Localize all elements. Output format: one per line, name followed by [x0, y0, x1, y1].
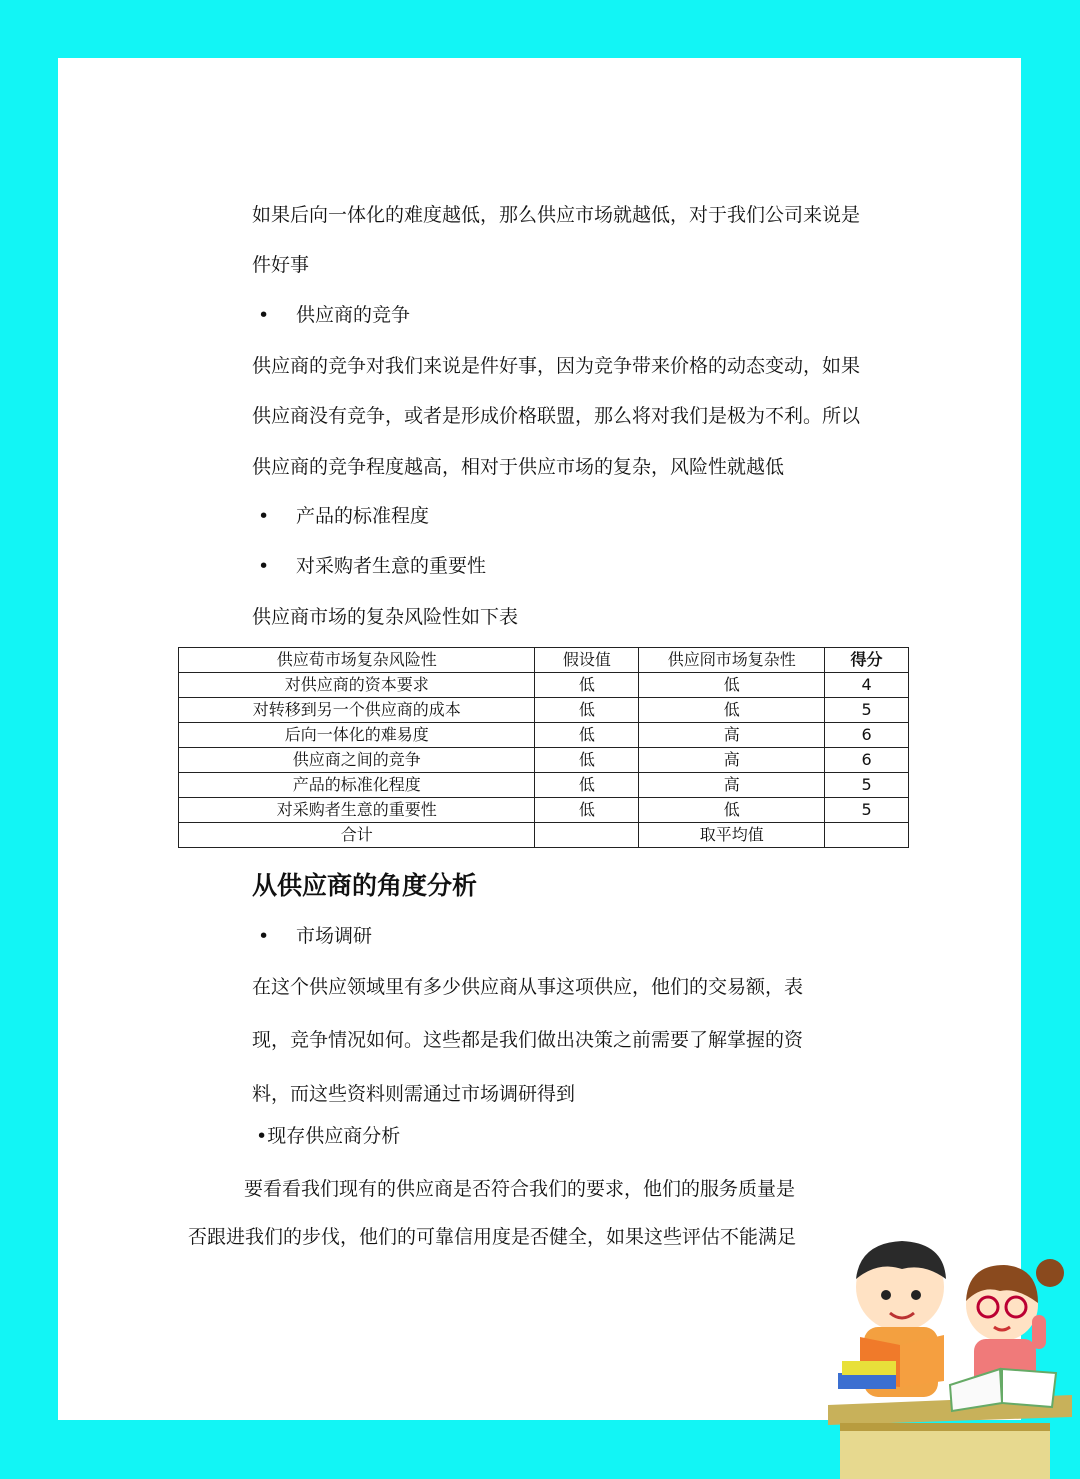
- table-cell: 低: [535, 773, 639, 798]
- table-cell: 低: [535, 798, 639, 823]
- table-row: [179, 723, 909, 748]
- bullet-text: 产品的标准程度: [296, 505, 430, 527]
- table-cell: 后向一体化的难易度: [179, 723, 535, 748]
- table-cell: 合计: [179, 823, 535, 848]
- table-row: [179, 748, 909, 773]
- table-total-row: [179, 823, 909, 848]
- table-row: [179, 698, 909, 723]
- table-cell: [825, 823, 909, 848]
- bullet-dot: •: [258, 505, 270, 527]
- header-cell: 供应冏市场复杂性: [639, 648, 825, 673]
- table-cell: 对供应商的资本要求: [179, 673, 535, 698]
- bullet-text: 市场调研: [296, 925, 373, 947]
- header-cell: 供应荀市场复杂风险性: [179, 648, 535, 673]
- table-cell: 5: [825, 698, 909, 723]
- bullet-item: [258, 554, 486, 578]
- table-intro: 供应商市场的复杂风险性如下表: [252, 606, 519, 628]
- paragraph-line: 如果后向一体化的难度越低，那么供应市场就越低，对于我们公司来说是: [252, 204, 861, 226]
- table-cell: 5: [825, 798, 909, 823]
- table-row: [179, 673, 909, 698]
- table-header-row: [179, 648, 909, 673]
- table-cell: 低: [535, 723, 639, 748]
- bullet-item: [258, 504, 429, 528]
- table-cell: 4: [825, 673, 909, 698]
- header-cell: 假设值: [535, 648, 639, 673]
- bullet-dot: •: [258, 304, 270, 326]
- table-row: [179, 773, 909, 798]
- table-cell: 低: [535, 748, 639, 773]
- bullet-item: [258, 924, 372, 948]
- table-cell: 5: [825, 773, 909, 798]
- table-cell: [535, 823, 639, 848]
- paragraph-line: 要看看我们现有的供应商是否符合我们的要求，他们的服务质量是: [244, 1178, 796, 1200]
- paragraph-line: 供应商的竞争对我们来说是件好事，因为竞争带来价格的动态变动，如果: [252, 355, 861, 377]
- table-cell: 低: [639, 798, 825, 823]
- bullet-text: 供应商的竞争: [296, 304, 411, 326]
- bullet-dot: •: [258, 555, 270, 577]
- table-cell: 高: [639, 773, 825, 798]
- bullet-item: [258, 303, 410, 327]
- risk-table: [178, 647, 909, 848]
- table-cell: 6: [825, 748, 909, 773]
- paragraph-line: 在这个供应领域里有多少供应商从事这项供应，他们的交易额，表: [252, 976, 804, 998]
- bullet-item: •现存供应商分析: [256, 1125, 401, 1147]
- table-cell: 对转移到另一个供应商的成本: [179, 698, 535, 723]
- table-cell: 供应商之间的竞争: [179, 748, 535, 773]
- paragraph-line: 料，而这些资料则需通过市场调研得到: [252, 1083, 576, 1105]
- table-cell: 产品的标准化程度: [179, 773, 535, 798]
- table-cell: 低: [535, 673, 639, 698]
- table-cell: 低: [639, 698, 825, 723]
- table-cell: 高: [639, 723, 825, 748]
- table-cell: 低: [535, 698, 639, 723]
- section-heading: 从供应商的角度分析: [252, 871, 478, 900]
- bullet-text: 对采购者生意的重要性: [296, 555, 487, 577]
- table-cell: 高: [639, 748, 825, 773]
- table-cell: 对采购者生意的重要性: [179, 798, 535, 823]
- table-cell: 6: [825, 723, 909, 748]
- children-reading-illustration: [820, 1235, 1080, 1479]
- table-cell: 取平均值: [639, 823, 825, 848]
- table-row: [179, 798, 909, 823]
- paragraph-line: 现，竞争情况如何。这些都是我们做出决策之前需要了解掌握的资: [252, 1029, 804, 1051]
- bullet-dot: •: [258, 925, 270, 947]
- paragraph-line: 否跟进我们的步伐，他们的可靠信用度是否健全，如果这些评估不能满足: [188, 1226, 797, 1248]
- table-cell: 低: [639, 673, 825, 698]
- paragraph-line: 供应商没有竞争，或者是形成价格联盟，那么将对我们是极为不利。所以: [252, 405, 861, 427]
- paragraph-line: 件好事: [252, 254, 310, 276]
- header-cell: 得分: [825, 648, 909, 673]
- paragraph-line: 供应商的竞争程度越高，相对于供应市场的复杂，风险性就越低: [252, 456, 785, 478]
